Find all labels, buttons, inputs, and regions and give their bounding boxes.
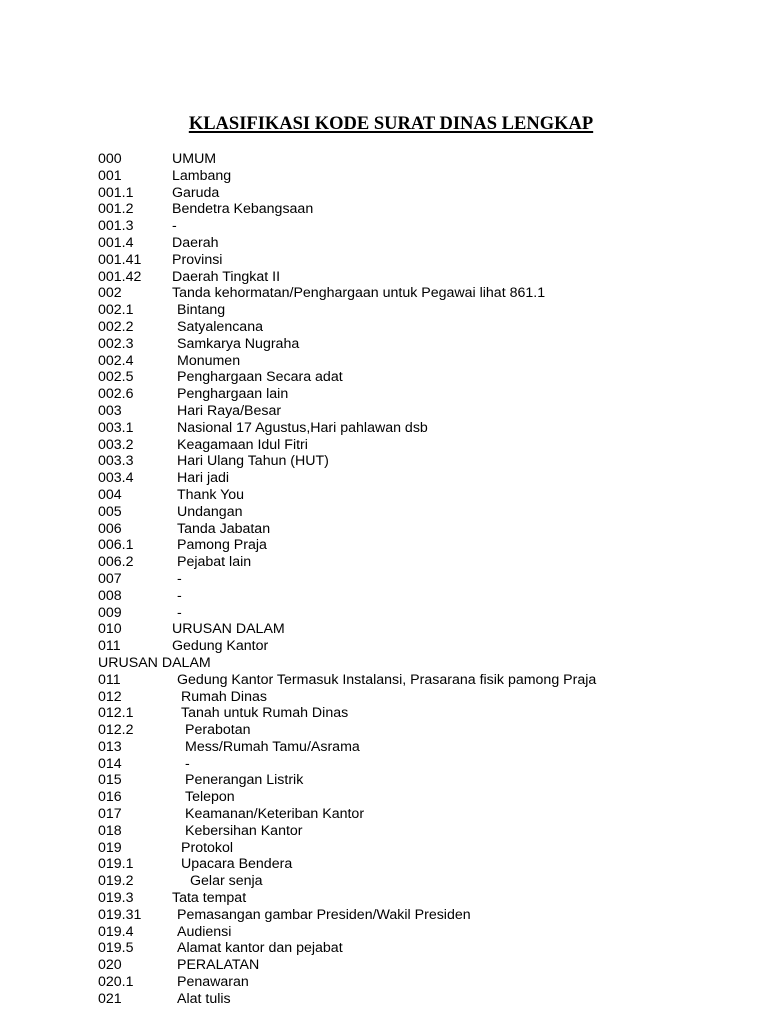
entry-code: 002.3	[98, 335, 134, 352]
entry-description: Perabotan	[185, 722, 251, 739]
section-heading: URUSAN DALAM	[98, 654, 211, 671]
entry-code: 006.2	[98, 554, 134, 571]
entry-code: 013	[98, 738, 122, 755]
entry-code: 001.1	[98, 184, 134, 201]
entry-description: Gedung Kantor	[172, 638, 269, 655]
entry-code: 001.41	[98, 251, 142, 268]
entry-description: Tanda Jabatan	[177, 520, 271, 537]
entry-description: UMUM	[172, 151, 217, 167]
entry-description: Kebersihan Kantor	[185, 822, 303, 839]
entry-code: 001.2	[98, 201, 134, 218]
entry-code: 006.1	[98, 537, 134, 554]
entry-code: 019	[98, 839, 122, 856]
entry-description: Samkarya Nugraha	[177, 335, 300, 352]
entry-description: Gedung Kantor Termasuk Instalansi, Prasarana fisik pamong Praja	[177, 671, 597, 688]
entry-description: -	[172, 218, 177, 235]
entry-code: 019.2	[98, 873, 134, 890]
entry-description: Hari jadi	[177, 470, 230, 487]
entry-code: 019.3	[98, 890, 134, 907]
entry-description: Telepon	[185, 789, 235, 806]
entry-code: 008	[98, 587, 122, 604]
entry-code: 001.3	[98, 218, 134, 235]
entry-code: 001	[98, 167, 122, 184]
entry-code: 004	[98, 486, 122, 503]
entry-code: 019.1	[98, 856, 134, 873]
entry-description: Keamanan/Keteriban Kantor	[185, 806, 365, 823]
entry-code: 011	[98, 638, 121, 655]
entry-code: 003	[98, 402, 122, 419]
entry-code: 019.4	[98, 923, 134, 940]
entry-code: 019.31	[98, 906, 142, 923]
entry-code: 002.1	[98, 302, 134, 319]
entry-description: Hari Ulang Tahun (HUT)	[177, 453, 329, 470]
entry-description: Rumah Dinas	[181, 688, 267, 705]
entry-description: Penghargaan lain	[177, 386, 289, 403]
entry-code: 009	[98, 604, 122, 621]
entry-description: Penghargaan Secara adat	[177, 369, 343, 386]
entry-code: 005	[98, 503, 122, 520]
entry-code: 011	[98, 671, 121, 688]
entry-description: Satyalencana	[177, 318, 263, 335]
entry-description: Keagamaan Idul Fitri	[177, 436, 308, 453]
entry-description: Tanah untuk Rumah Dinas	[181, 705, 349, 722]
entry-code: 012.2	[98, 722, 134, 739]
entry-code: 014	[98, 755, 122, 772]
entry-code: 002	[98, 285, 122, 302]
entry-description: Lambang	[172, 167, 232, 184]
entry-description: Hari Raya/Besar	[177, 402, 282, 419]
entry-description: Gelar senja	[190, 873, 263, 890]
entry-description: Nasional 17 Agustus,Hari pahlawan dsb	[177, 419, 428, 436]
entry-code: 016	[98, 789, 122, 806]
entry-description: PERALATAN	[177, 957, 260, 974]
entry-description: -	[185, 755, 190, 772]
entry-description: Provinsi	[172, 251, 223, 268]
entry-code: 020.1	[98, 974, 134, 991]
entry-code: 003.3	[98, 453, 134, 470]
entry-code: 010	[98, 621, 122, 638]
entry-description: Monumen	[177, 352, 241, 369]
entry-description: Thank You	[177, 486, 245, 503]
entry-description: Pejabat lain	[177, 554, 252, 571]
entry-description: Bendetra Kebangsaan	[172, 201, 314, 218]
entry-code: 002.6	[98, 386, 134, 403]
entry-description: Penerangan Listrik	[185, 772, 304, 789]
entry-description: Penawaran	[177, 974, 249, 991]
entry-description: -	[177, 570, 182, 587]
entry-code: 002.2	[98, 318, 134, 335]
entry-description: Audiensi	[177, 923, 232, 940]
entry-code: 019.5	[98, 940, 134, 957]
entry-code: 015	[98, 772, 122, 789]
entry-description: Mess/Rumah Tamu/Asrama	[185, 738, 360, 755]
entry-description: Alat tulis	[177, 990, 231, 1007]
entry-description: Pamong Praja	[177, 537, 267, 554]
entry-code: 012.1	[98, 705, 134, 722]
entry-code: 018	[98, 822, 122, 839]
entry-code: 007	[98, 570, 122, 587]
entry-code: 000	[98, 151, 122, 167]
entry-description: Bintang	[177, 302, 226, 319]
entry-description: Alamat kantor dan pejabat	[177, 940, 343, 957]
entry-code: 020	[98, 957, 122, 974]
entry-description: Upacara Bendera	[181, 856, 293, 873]
entry-code: 017	[98, 806, 122, 823]
entry-code: 001.4	[98, 234, 134, 251]
entry-code: 001.42	[98, 268, 142, 285]
entry-code: 003.1	[98, 419, 134, 436]
entry-description: Protokol	[181, 839, 234, 856]
entry-code: 021	[98, 990, 122, 1007]
entry-description: Tanda kehormatan/Penghargaan untuk Pegawai lihat 861.1	[172, 285, 546, 302]
document-title	[0, 113, 768, 135]
entry-description: -	[177, 604, 182, 621]
entry-description: Garuda	[172, 184, 220, 201]
entry-description: -	[177, 587, 182, 604]
entry-code: 006	[98, 520, 122, 537]
entry-code: 003.4	[98, 470, 134, 487]
entry-description: Daerah	[172, 234, 219, 251]
document-title-text: KLASIFIKASI KODE SURAT DINAS LENGKAP	[188, 114, 594, 134]
entry-code: 003.2	[98, 436, 134, 453]
entry-description: Tata tempat	[172, 890, 247, 907]
entry-code: 002.5	[98, 369, 134, 386]
entry-description: Pemasangan gambar Presiden/Wakil Presiden	[177, 906, 471, 923]
entry-code: 002.4	[98, 352, 134, 369]
entry-description: Daerah Tingkat II	[172, 268, 281, 285]
entry-code: 012	[98, 688, 122, 705]
entry-description: URUSAN DALAM	[172, 621, 285, 638]
entry-description: Undangan	[177, 503, 243, 520]
